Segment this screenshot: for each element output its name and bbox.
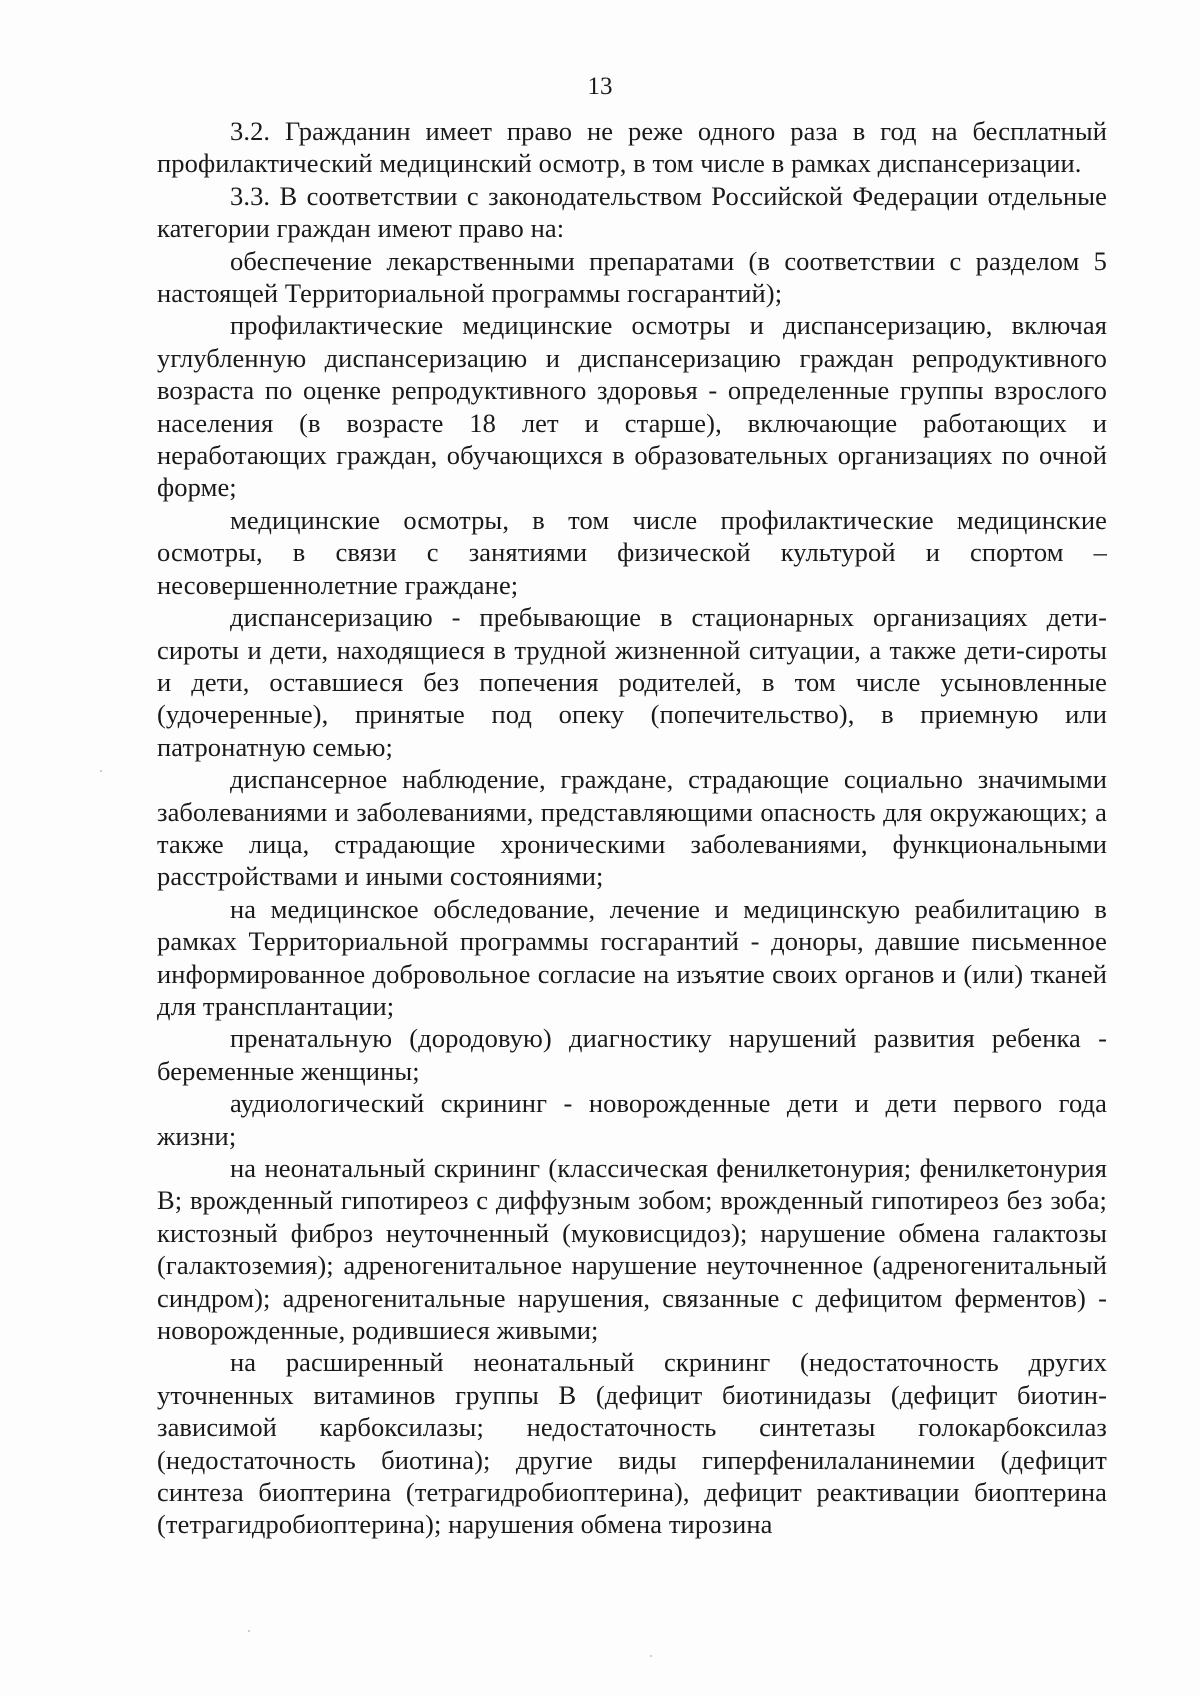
scan-speck [100,770,102,772]
page-number: 13 [587,73,613,100]
scan-speck [650,1655,652,1657]
paragraph-3-2: 3.2. Гражданин имеет право не реже одного раза в год на бесплатный профилактический медицинский осмотр, в том числе в рамках диспансеризации. [157,116,1107,179]
list-item-prenatal: пренатальную (дородовую) диагностику нарушений развития ребенка - беременные женщины; [157,1023,1107,1086]
list-item-donors: на медицинское обследование, лечение и медицинскую реабилитацию в рамках Территориальной программы госгарантий - доноры, давшие письменное информированное добровольное согласие на изъятие своих органов и (или) тканей для трансплантации; [157,893,1107,1021]
list-item-orphans: диспансеризацию - пребывающие в стационарных организациях дети-сироты и дети, находящиеся в трудной жизненной ситуации, а также дети-сироты и дети, оставшиеся без попечения родителей, в том числе усыновленные (удочеренные), принятые под опеку (попечительство), в приемную или патронатную семью; [157,602,1107,762]
paragraph-3-3: 3.3. В соответствии с законодательством Российской Федерации отдельные категории граждан имеют право на: [157,180,1107,244]
list-item-audiology: аудиологический скрининг - новорожденные дети и дети первого года жизни; [157,1088,1107,1151]
document-body [157,115,1107,1541]
list-item-medicines: обеспечение лекарственными препаратами (в соответствии с разделом 5 настоящей Территориальной программы госгарантий); [157,245,1107,309]
list-item-neonatal-screening: на неонатальный скрининг (классическая фенилкетонурия; фенилкетонурия В; врожденный гипотиреоз с диффузным зобом; врожденный гипотиреоз без зоба; кистозный фиброз неуточненный (муковисцидоз); нарушение обмена галактозы (галактоземия); адреногенитальное нарушение неуточненное (адреногенитальный синдром); адреногенитальные нарушения, связанные с дефицитом ферментов) - новорожденные, родившиеся живыми; [157,1153,1107,1346]
list-item-dispensary-observation: диспансерное наблюдение, граждане, страдающие социально значимыми заболеваниями и заболеваниями, представляющими опасность для окружающих; а также лица, страдающие хроническими заболеваниями, функциональными расстройствами и иными состояниями; [157,764,1107,892]
list-item-sport-exams: медицинские осмотры, в том числе профилактические медицинские осмотры, в связи с занятиями физической культурой и спортом – несовершеннолетние граждане; [157,504,1107,600]
list-item-preventive-exams: профилактические медицинские осмотры и диспансеризацию, включая углубленную диспансеризацию и диспансеризацию граждан репродуктивного возраста по оценке репродуктивного здоровья - определенные группы взрослого населения (в возрасте 18 лет и старше), включающие работающих и неработающих граждан, обучающихся в образовательных организациях по очной форме; [157,310,1107,503]
list-item-extended-neonatal-screening: на расширенный неонатальный скрининг (недостаточность других уточненных витаминов группы В (дефицит биотинидазы (дефицит биотин-зависимой карбоксилазы; недостаточность синтетазы голокарбоксилаз (недостаточность биотина); другие виды гиперфенилаланинемии (дефицит синтеза биоптерина (тетрагидробиоптерина), дефицит реактивации биоптерина (тетрагидробиоптерина); нарушения обмена тирозина [157,1347,1107,1540]
scan-speck [248,1630,250,1632]
